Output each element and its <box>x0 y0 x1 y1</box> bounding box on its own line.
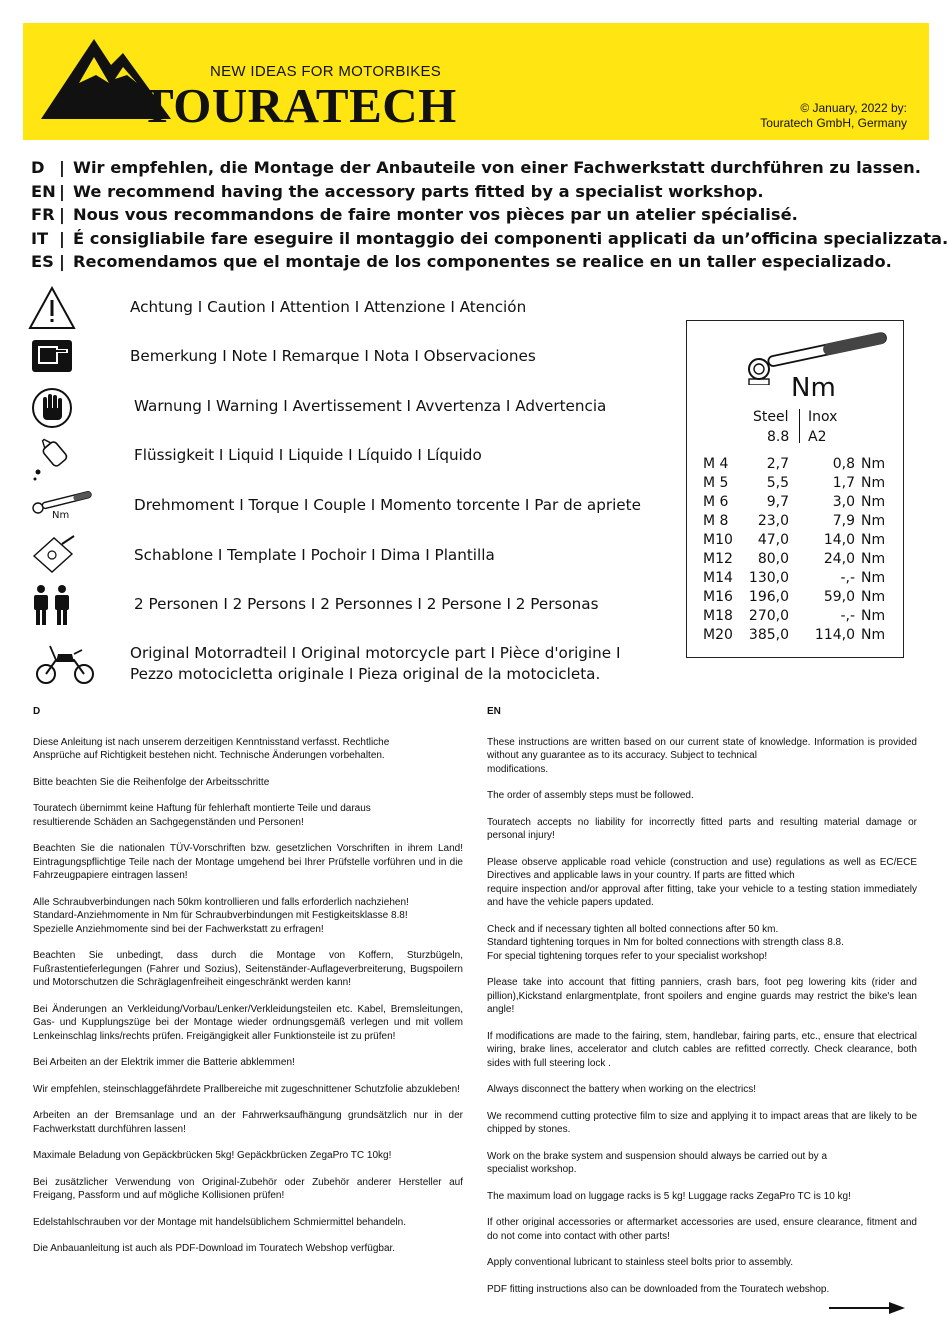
copyright-company: Touratech GmbH, Germany <box>760 116 907 130</box>
inox-torque: 24,0 <box>823 551 855 567</box>
inox-grade: A2 <box>808 429 827 445</box>
recommendation-row: D | Wir empfehlen, die Montage der Anbauteile von einer Fachwerkstatt durchführen zu lassen. <box>31 156 948 180</box>
instruction-paragraph: Check and if necessary tighten all bolted connections after 50 km. Standard tightening torques in Nm for bolted connections with strength class 8.8. For special tightening torques refer to your specialist workshop! <box>487 923 844 962</box>
steel-torque: 80,0 <box>757 551 789 567</box>
german-heading: D <box>33 706 41 717</box>
pointing-hand-icon <box>28 336 76 376</box>
torque-row <box>687 456 903 475</box>
steel-column-header: Steel <box>753 409 789 425</box>
symbol-torque-text: Drehmoment I Torque I Couple I Momento torcente I Par de apriete <box>134 496 641 514</box>
recommendation-text: É consigliabile fare eseguire il montaggio dei componenti applicati da un’officina specializzata. <box>73 228 949 248</box>
workshop-recommendations <box>31 156 948 274</box>
instruction-paragraph: Bei zusätzlicher Verwendung von Original-Zubehör oder Zubehör anderer Hersteller auf Freigang, Passform und auf mögliche Kollisionen prüfen! <box>33 1176 463 1201</box>
copyright-notice <box>760 101 907 131</box>
steel-torque: 5,5 <box>766 475 789 491</box>
symbol-note-text: Bemerkung I Note I Remarque I Nota I Observaciones <box>130 347 536 365</box>
symbol-liquid-text: Flüssigkeit I Liquid I Liquide I Líquido I Líquido <box>134 446 482 464</box>
language-code: D <box>31 158 45 177</box>
inox-torque: 0,8 <box>832 456 855 472</box>
recommendation-text: Recomendamos que el montaje de los componentes se realice en un taller especializado. <box>73 252 892 272</box>
steel-torque: 2,7 <box>766 456 789 472</box>
inox-torque: 14,0 <box>823 532 855 548</box>
instruction-paragraph: Beachten Sie die nationalen TÜV-Vorschriften bzw. gesetzlichen Vorschriften in ihrem Land! Eintragungspflichtige Teile nach der Montage umgehend bei Ihrer Prüfstelle vorführen und in die Fahrzeugpapiere eintragen lassen! <box>33 843 463 881</box>
torque-unit: Nm <box>861 589 886 605</box>
recommendation-text: Nous vous recommandons de faire monter vos pièces par un atelier spécialisé. <box>73 205 798 225</box>
instruction-paragraph: PDF fitting instructions also can be downloaded from the Touratech webshop. <box>487 1283 830 1295</box>
inox-torque: 1,7 <box>832 475 855 491</box>
instruction-paragraph: We recommend cutting protective film to size and applying it to impact areas that are likely to be chipped by stones. <box>487 1110 917 1135</box>
liquid-bottle-icon <box>28 434 76 482</box>
steel-torque: 9,7 <box>766 494 789 510</box>
torque-row <box>687 608 903 627</box>
steel-grade: 8.8 <box>767 429 790 445</box>
inox-torque: 3,0 <box>832 494 855 510</box>
instruction-paragraph: Please observe applicable road vehicle (construction and use) regulations as well as EC/ECE Directives and applicable laws in your country. If parts are fitted which require inspection and/or approval after fitting, take your vehicle to a testing station immediately and have the vehicle papers updated. <box>487 856 917 908</box>
instruction-paragraph: If modifications are made to the fairing, stem, handlebar, fairing parts, etc., ensure that electrical wiring, brake lines, accelerator and clutch cables are refitted correctly. Check clearance, both sides with full steering lock . <box>487 1030 917 1069</box>
torque-row <box>687 513 903 532</box>
torque-row <box>687 589 903 608</box>
instruction-paragraph: Bei Arbeiten an der Elektrik immer die Batterie abklemmen! <box>33 1057 295 1068</box>
inox-torque: 114,0 <box>814 627 855 643</box>
torque-row <box>687 532 903 551</box>
symbol-caution-text: Achtung I Caution I Attention I Attenzione I Atención <box>130 298 527 316</box>
recommendation-text: Wir empfehlen, die Montage der Anbauteile von einer Fachwerkstatt durchführen zu lassen. <box>73 158 921 177</box>
instruction-paragraph: If other original accessories or aftermarket accessories are used, ensure clearance, fitment and do not come into contact with other parts! <box>487 1217 917 1242</box>
stop-hand-icon <box>28 386 76 430</box>
bolt-size: M12 <box>703 551 733 567</box>
steel-torque: 385,0 <box>748 627 789 643</box>
next-page-arrow-icon <box>829 1300 905 1316</box>
copyright-date: © January, 2022 by: <box>800 101 907 115</box>
two-persons-icon <box>28 584 76 626</box>
steel-torque: 23,0 <box>757 513 789 529</box>
language-code: EN <box>31 181 56 201</box>
bolt-size: M14 <box>703 570 733 586</box>
instruction-paragraph: Work on the brake system and suspension should always be carried out by a specialist workshop. <box>487 1150 827 1175</box>
instruction-paragraph: Always disconnect the battery when working on the electrics! <box>487 1084 757 1095</box>
english-heading: EN <box>487 706 501 717</box>
torque-unit: Nm <box>861 627 886 643</box>
column-divider <box>799 409 800 443</box>
torque-unit: Nm <box>861 570 886 586</box>
recommendation-row: FR | Nous vous recommandons de faire monter vos pièces par un atelier spécialisé. <box>31 203 948 227</box>
steel-torque: 130,0 <box>748 570 789 586</box>
instruction-paragraph: Bitte beachten Sie die Reihenfolge der Arbeitsschritte <box>33 776 270 788</box>
torque-unit: Nm <box>861 532 886 548</box>
inox-torque: 7,9 <box>832 513 855 529</box>
torque-unit: Nm <box>861 513 886 529</box>
instruction-paragraph: Diese Anleitung ist nach unserem derzeitigen Kenntnisstand verfasst. Rechtliche Ansprüche auf Richtigkeit bestehen nicht. Technische Änderungen vorbehalten. <box>33 736 390 761</box>
bolt-size: M 5 <box>703 475 729 491</box>
brand-name: TOURATECH <box>141 78 457 133</box>
torque-table <box>686 320 904 658</box>
instruction-paragraph: Edelstahlschrauben vor der Montage mit handelsüblichem Schmiermittel behandeln. <box>33 1216 406 1228</box>
inox-column-header: Inox <box>808 409 838 425</box>
torque-row <box>687 551 903 570</box>
brand-tagline: NEW IDEAS FOR MOTORBIKES <box>210 63 442 80</box>
bolt-size: M 8 <box>703 513 729 529</box>
recommendation-row: EN | We recommend having the accessory parts fitted by a specialist workshop. <box>31 180 948 204</box>
instruction-paragraph: Please take into account that fitting panniers, crash bars, foot peg lowering kits (rider and pillion),Kickstand enlargmentplate, front spoilers and engine guards may restrict the bike's lean angle! <box>487 977 917 1015</box>
steel-torque: 47,0 <box>757 532 789 548</box>
bolt-size: M10 <box>703 532 733 548</box>
instruction-paragraph: These instructions are written based on our current state of knowledge. Information is provided without any guarantee as to its accuracy. Subject to technical modifications. <box>487 736 917 775</box>
instruction-paragraph: The maximum load on luggage racks is 5 kg! Luggage racks ZegaPro TC is 10 kg! <box>487 1190 851 1202</box>
symbol-persons-text: 2 Personen I 2 Persons I 2 Personnes I 2 Persone I 2 Personas <box>134 595 599 613</box>
template-icon <box>28 534 78 574</box>
language-code: FR <box>31 205 55 225</box>
instruction-paragraph: Beachten Sie unbedingt, dass durch die Montage von Koffern, Sturzbügeln, Fußrastentieferlegungen (Fahrer und Sozius), Seitenständer-Auflageverbreiterung, Bugspoilern und Motorschutzen die Schräglagenfreiheit eingeschränkt werden kann! <box>33 950 463 988</box>
language-code: ES <box>31 252 54 272</box>
instruction-paragraph: Apply conventional lubricant to stainless steel bolts prior to assembly. <box>487 1257 794 1268</box>
torque-unit: Nm <box>861 456 886 472</box>
symbol-original-part-text: Original Motorradteil I Original motorcycle part I Pièce d'origine I <box>130 644 621 662</box>
symbol-original-part-text-2: Pezzo motocicletta originale I Pieza original de la motocicleta. <box>130 665 601 683</box>
recommendation-text: We recommend having the accessory parts fitted by a specialist workshop. <box>73 181 764 201</box>
torque-row <box>687 494 903 513</box>
bolt-size: M 6 <box>703 494 729 510</box>
recommendation-row: ES | Recomendamos que el montaje de los componentes se realice en un taller especializado. <box>31 250 948 274</box>
warning-triangle-icon <box>28 286 76 330</box>
steel-torque: 196,0 <box>748 589 789 605</box>
inox-torque: -,- <box>840 570 855 586</box>
instruction-paragraph: Wir empfehlen, steinschlaggefährdete Prallbereiche mit zugeschnittener Schutzfolie abzukleben! <box>33 1083 460 1095</box>
torque-unit: Nm <box>861 608 886 624</box>
instruction-paragraph: Maximale Beladung von Gepäckbrücken 5kg! Gepäckbrücken ZegaPro TC 10kg! <box>33 1150 392 1161</box>
bolt-size: M20 <box>703 627 733 643</box>
torque-icon-unit: Nm <box>52 510 70 521</box>
motorcycle-icon <box>34 640 96 686</box>
instruction-paragraph: The order of assembly steps must be followed. <box>487 790 694 801</box>
steel-torque: 270,0 <box>748 608 789 624</box>
torque-row <box>687 570 903 589</box>
bolt-size: M 4 <box>703 456 729 472</box>
instruction-paragraph: Die Anbauanleitung ist auch als PDF-Download im Touratech Webshop verfügbar. <box>33 1243 396 1254</box>
instruction-paragraph: Arbeiten an der Bremsanlage und an der Fahrwerksaufhängung grundsätzlich nur in der Fachwerkstatt durchführen lassen! <box>33 1110 463 1135</box>
bolt-size: M18 <box>703 608 733 624</box>
torque-row <box>687 475 903 494</box>
english-instructions <box>487 705 917 1296</box>
torque-unit: Nm <box>861 551 886 567</box>
torque-unit-title: Nm <box>791 373 836 403</box>
torque-row <box>687 627 903 646</box>
symbol-template-text: Schablone I Template I Pochoir I Dima I Plantilla <box>134 546 495 564</box>
instruction-paragraph: Touratech übernimmt keine Haftung für fehlerhaft montierte Teile und daraus resultierende Schäden an Sachgegenständen und Personen! <box>33 803 371 828</box>
symbol-warning-text: Warnung I Warning I Avertissement I Avvertenza I Advertencia <box>134 397 607 415</box>
torque-unit: Nm <box>861 494 886 510</box>
header-banner <box>23 23 929 140</box>
inox-torque: -,- <box>840 608 855 624</box>
recommendation-row: IT | É consigliabile fare eseguire il montaggio dei componenti applicati da un’officina specializzata. <box>31 227 948 251</box>
instruction-paragraph: Bei Änderungen an Verkleidung/Vorbau/Lenker/Verkleidungsteilen etc. Kabel, Bremsleitungen, Gas- und Kupplungszüge bei der Montage wieder ordnungsgemäß verlegen und mit vollem Lenkeinschlag links/rechts prüfen. Freigängigkeit aller Funktionsteile ist zu prüfen! <box>33 1003 463 1042</box>
german-instructions <box>33 705 463 1256</box>
language-code: IT <box>31 228 49 248</box>
torque-unit: Nm <box>861 475 886 491</box>
bolt-size: M16 <box>703 589 733 605</box>
instruction-paragraph: Alle Schraubverbindungen nach 50km kontrollieren und falls erforderlich nachziehen! Standard-Anziehmomente in Nm für Schraubverbindungen mit Festigkeitsklasse 8.8! Spezielle Anziehmomente sind bei der Fachwerkstatt zu erfragen! <box>33 896 409 935</box>
inox-torque: 59,0 <box>823 589 855 605</box>
instruction-paragraph: Touratech accepts no liability for incorrectly fitted parts and resulting material damage or personal injury! <box>487 816 917 841</box>
